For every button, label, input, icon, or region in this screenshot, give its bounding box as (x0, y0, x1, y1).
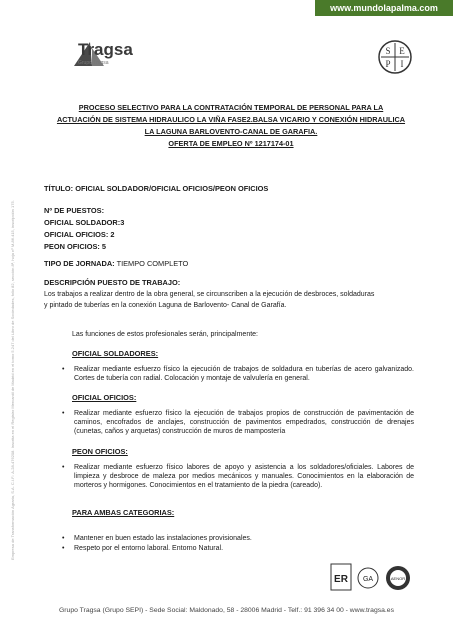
logo-sub: Grupo Tragsa (78, 60, 109, 66)
peon-heading: PEON OFICIOS: (72, 447, 128, 456)
sepi-letter: E (399, 46, 405, 56)
oficios-bullet: • Realizar mediante esfuerzo físico la ejecución de trabajos propios de construcción de pavimentación de caminos, encofrados de anclajes, construcción de pavimentos empedrados, construcción de drenajes (cunetas, caños y arquetas) construcción de muros de mampostería (74, 409, 414, 436)
jornada-value: TIEMPO COMPLETO (116, 259, 189, 268)
sepi-letter: S (385, 46, 391, 56)
registry-side-text: Empresa de Transformación Agraria, S.A. C.I.F.: A-28-476208. Inscrita en el Registro Mercantil de Madrid en el tomo 5.247 del Libro de Sociedades, folio 82, sección 8ª, hoja nº M-86.415, inscripción 175. (10, 200, 15, 560)
ambas-bullet: • Mantener en buen estado las instalaciones provisionales. (74, 534, 414, 543)
sepi-letter: I (400, 59, 404, 69)
jornada-row (44, 259, 188, 269)
cert-label: ER (334, 574, 348, 585)
ambas-heading: PARA AMBAS CATEGORIAS: (72, 508, 175, 517)
oficios-heading: OFICIAL OFICIOS: (72, 393, 137, 402)
title-line: ACTUACIÓN DE SISTEMA HIDRAULICO LA VIÑA FASE2.BALSA VICARIO Y CONEXIÓN HIDRAULICA (56, 115, 406, 124)
puesto-item: OFICIAL OFICIOS: 2 (44, 230, 115, 239)
jornada-label: TIPO DE JORNADA: (44, 259, 115, 268)
descripcion-text: Los trabajos a realizar dentro de la obra general, se circunscriben a la ejecución de desbroces, soldaduras (44, 291, 375, 298)
puesto-item: PEON OFICIOS: 5 (44, 242, 107, 251)
aenor-ga-certificate-icon (356, 560, 380, 594)
aenor-er-certificate-icon (330, 560, 352, 594)
puestos-label: Nº DE PUESTOS: (44, 206, 105, 215)
titulo-row (44, 184, 268, 194)
ambas-bullet: • Respeto por el entorno laboral. Entorno Natural. (74, 544, 414, 553)
descripcion-text: y pintado de tuberías en la conexión Laguna de Barlovento- Canal de Garafía. (44, 302, 287, 309)
title-line: LA LAGUNA BARLOVENTO-CANAL DE GARAFIA. (144, 127, 318, 136)
descripcion-heading: DESCRIPCIÓN PUESTO DE TRABAJO: (44, 278, 181, 287)
title-line: OFERTA DE EMPLEO Nº 1217174-01 (168, 139, 294, 148)
title-line: PROCESO SELECTIVO PARA LA CONTRATACIÓN TEMPORAL DE PERSONAL PARA LA (78, 103, 384, 112)
peon-bullet: • Realizar mediante esfuerzo físico labores de apoyo y asistencia a los soldadores/oficiales. Labores de limpieza y desbroce de maleza por medios mecánicos y manuales. Conocimientos en la elaboración de morteros y hormigones. Conocimientos en el tratamiento de la piedra (careado). (74, 463, 414, 490)
aenor-seal-icon (384, 560, 412, 594)
logo-name: Tragsa (78, 40, 133, 59)
watermark: www.mundolapalma.com (315, 0, 453, 16)
soldadores-bullet: • Realizar mediante esfuerzo físico la ejecución de trabajos de soldadura en tuberías de acero galvanizado. Cortes de tubería con radial. Colocación y montaje de valvulería en general. (74, 365, 414, 383)
soldadores-heading: OFICIAL SOLDADORES: (72, 349, 159, 358)
cert-label: GA (362, 576, 374, 583)
puesto-item: OFICIAL SOLDADOR:3 (44, 218, 125, 227)
titulo-value: OFICIAL SOLDADOR/OFICIAL OFICIOS/PEON OFICIOS (75, 184, 269, 193)
footer: Grupo Tragsa (Grupo SEPI) - Sede Social: Maldonado, 58 - 28006 Madrid - Telf.: 91 396 34 00 - www.tragsa.es (59, 607, 394, 614)
sepi-logo-icon (378, 40, 412, 74)
document-title (36, 102, 426, 150)
cert-label: AENOR (390, 576, 406, 581)
titulo-label: TÍTULO: (44, 184, 74, 193)
sepi-letter: P (385, 59, 391, 69)
funciones-intro: Las funciones de estos profesionales serán, principalmente: (72, 331, 258, 338)
